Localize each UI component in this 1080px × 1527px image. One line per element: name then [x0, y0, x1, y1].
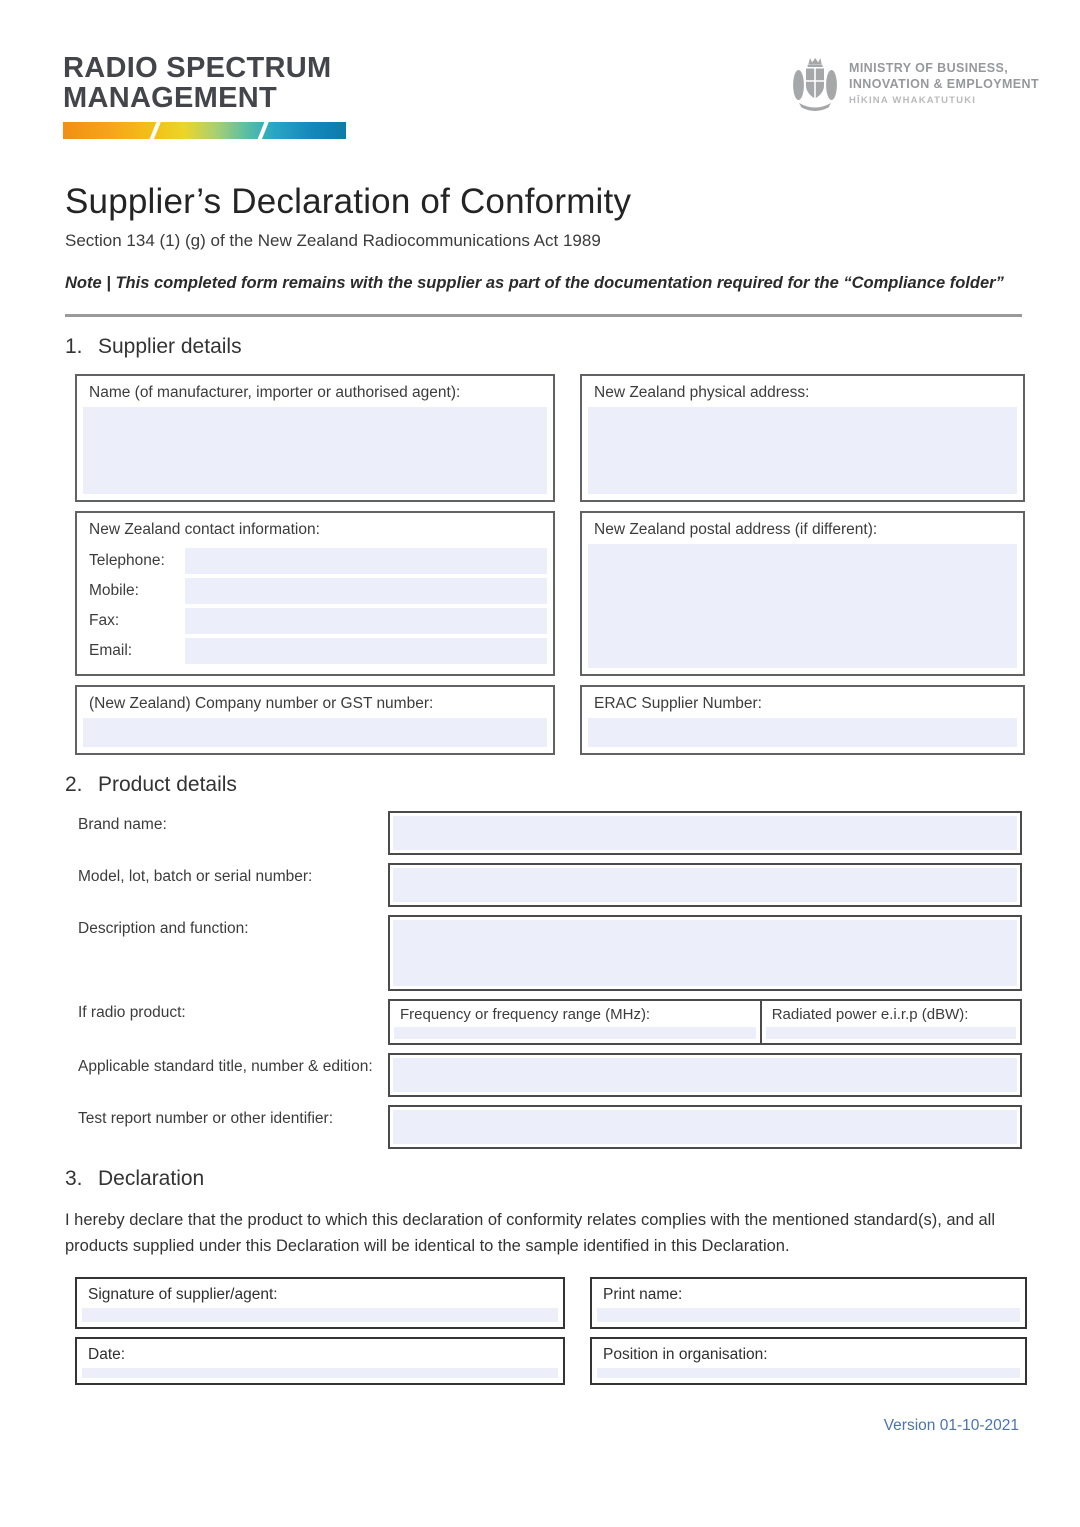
position-box — [590, 1337, 1027, 1385]
date-input[interactable] — [82, 1368, 558, 1378]
model-input[interactable] — [393, 868, 1017, 902]
test-report-input[interactable] — [393, 1110, 1017, 1144]
mbie-line3: HĪKINA WHAKATUTUKI — [849, 95, 977, 107]
physical-address-box — [580, 374, 1025, 502]
supplier-details-grid — [75, 374, 1022, 755]
radiated-power-label: Radiated power e.i.r.p (dBW): — [771, 1005, 969, 1023]
gradient-slash-icon — [148, 122, 162, 139]
test-report-label: Test report number or other identifier: — [78, 1109, 334, 1127]
supplier-name-label: Name (of manufacturer, importer or authorised agent): — [89, 383, 461, 401]
form-content — [65, 183, 1022, 1435]
mbie-line2: INNOVATION & EMPLOYMENT — [849, 76, 1039, 91]
email-row — [82, 638, 548, 664]
telephone-label: Telephone: — [89, 551, 165, 569]
page-subtitle: Section 134 (1) (g) of the New Zealand Radiocommunications Act 1989 — [65, 230, 601, 250]
product-details-grid — [65, 811, 1022, 1149]
page-title: Supplier’s Declaration of Conformity — [65, 182, 632, 221]
physical-address-label: New Zealand physical address: — [594, 383, 810, 401]
section1-heading — [65, 335, 1022, 359]
mbie-logo — [792, 55, 1039, 113]
rsm-gradient-bar — [63, 122, 346, 139]
physical-address-input[interactable] — [588, 407, 1017, 494]
date-box — [75, 1337, 565, 1385]
rsm-logo-line2: MANAGEMENT — [63, 82, 278, 115]
nz-coat-of-arms-icon — [792, 55, 838, 113]
frequency-label: Frequency or frequency range (MHz): — [400, 1005, 651, 1023]
print-name-input[interactable] — [597, 1308, 1020, 1322]
signature-input[interactable] — [82, 1308, 558, 1322]
rsm-logo — [63, 53, 346, 139]
mbie-line1: MINISTRY OF BUSINESS, — [849, 61, 1009, 75]
gradient-slash-icon — [256, 122, 270, 139]
telephone-row — [82, 548, 548, 574]
contact-info-label: New Zealand contact information: — [89, 520, 320, 538]
signature-label: Signature of supplier/agent: — [88, 1285, 278, 1303]
frequency-input[interactable] — [394, 1027, 756, 1039]
print-name-box — [590, 1277, 1027, 1329]
mobile-row — [82, 578, 548, 604]
radio-product-box — [388, 999, 1022, 1045]
radiated-power-cell — [762, 1001, 1020, 1043]
declaration-grid — [75, 1277, 1022, 1385]
supplier-name-input[interactable] — [83, 407, 547, 494]
erac-number-label: ERAC Supplier Number: — [594, 694, 762, 712]
frequency-cell — [390, 1001, 762, 1043]
section1-title: Supplier details — [98, 334, 242, 358]
date-label: Date: — [88, 1345, 126, 1363]
section3-heading — [65, 1167, 1022, 1191]
telephone-input[interactable] — [185, 548, 547, 574]
mobile-input[interactable] — [185, 578, 547, 604]
signature-box — [75, 1277, 565, 1329]
email-input[interactable] — [185, 638, 547, 664]
mbie-logo-text — [849, 55, 1039, 106]
brand-name-label: Brand name: — [78, 815, 167, 833]
standard-label: Applicable standard title, number & edition: — [78, 1057, 373, 1075]
radiated-power-input[interactable] — [766, 1027, 1016, 1039]
postal-address-label: New Zealand postal address (if different): — [594, 520, 878, 538]
position-label: Position in organisation: — [603, 1345, 768, 1363]
declaration-statement: I hereby declare that the product to which this declaration of conformity relates complies with the mentioned standard(s), and all products supplied under this Declaration will be identical to the sample identified in this Declaration. — [65, 1210, 995, 1256]
version-text: Version 01-10-2021 — [883, 1416, 1019, 1434]
email-label: Email: — [89, 641, 133, 659]
section2-title: Product details — [98, 772, 237, 796]
description-box — [388, 915, 1022, 991]
company-number-label: (New Zealand) Company number or GST number: — [89, 694, 434, 712]
section3-number: 3. — [65, 1166, 83, 1190]
company-number-box — [75, 685, 555, 755]
divider-rule — [65, 314, 1022, 317]
radio-product-label: If radio product: — [78, 1003, 186, 1021]
company-number-input[interactable] — [83, 718, 547, 747]
brand-name-input[interactable] — [393, 816, 1017, 850]
position-input[interactable] — [597, 1368, 1020, 1378]
fax-row — [82, 608, 548, 634]
print-name-label: Print name: — [603, 1285, 683, 1303]
fax-label: Fax: — [89, 611, 120, 629]
erac-number-box — [580, 685, 1025, 755]
postal-address-input[interactable] — [588, 544, 1017, 668]
standard-input[interactable] — [393, 1058, 1017, 1092]
mobile-label: Mobile: — [89, 581, 139, 599]
contact-info-box — [75, 511, 555, 676]
note-line: Note | This completed form remains with the supplier as part of the documentation required for the “Compliance folder” — [65, 273, 1004, 292]
erac-number-input[interactable] — [588, 718, 1017, 747]
description-label: Description and function: — [78, 919, 249, 937]
brand-name-box — [388, 811, 1022, 855]
postal-address-box — [580, 511, 1025, 676]
model-label: Model, lot, batch or serial number: — [78, 867, 313, 885]
section2-heading — [65, 773, 1022, 797]
test-report-box — [388, 1105, 1022, 1149]
section1-number: 1. — [65, 334, 83, 358]
fax-input[interactable] — [185, 608, 547, 634]
section2-number: 2. — [65, 772, 83, 796]
model-box — [388, 863, 1022, 907]
rsm-logo-line1: RADIO SPECTRUM — [63, 52, 332, 84]
section3-title: Declaration — [98, 1166, 205, 1190]
description-input[interactable] — [393, 920, 1017, 986]
standard-box — [388, 1053, 1022, 1097]
supplier-name-box — [75, 374, 555, 502]
